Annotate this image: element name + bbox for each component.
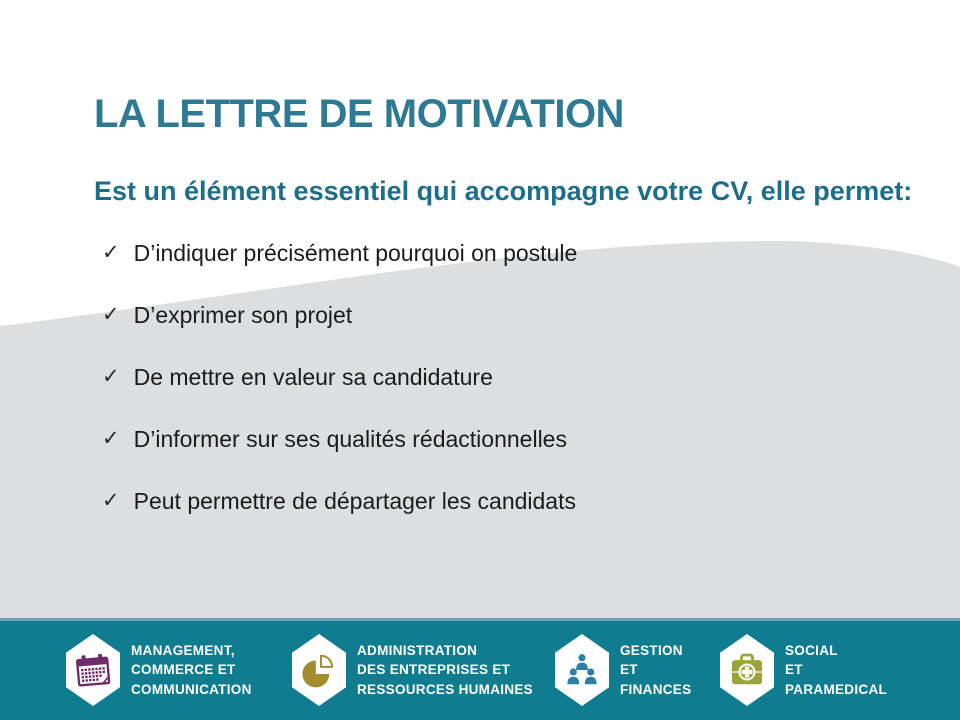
program-tile-social-paramedical (720, 634, 887, 706)
program-label-line: COMMERCE ET (131, 662, 236, 678)
hexagon-badge (555, 634, 609, 706)
check-icon: ✓ (102, 489, 120, 512)
hexagon-badge (292, 634, 346, 706)
program-label (620, 641, 691, 700)
bullet-item (102, 238, 862, 268)
program-label-line: ET (785, 662, 803, 678)
program-label-line: COMMUNICATION (131, 681, 252, 697)
program-label (131, 641, 252, 700)
bullet-text: D’informer sur ses qualités rédactionnelles (133, 426, 567, 452)
bullet-text: De mettre en valeur sa candidature (133, 364, 493, 390)
first-aid-icon (728, 651, 766, 689)
org-people-icon (563, 651, 601, 689)
check-icon: ✓ (102, 303, 120, 326)
bullet-item (102, 300, 862, 330)
slide-title: LA LETTRE DE MOTIVATION (94, 92, 624, 136)
hexagon-badge (720, 634, 774, 706)
bullet-text: D’indiquer précisément pourquoi on postule (133, 240, 578, 266)
program-label (785, 641, 887, 700)
program-label-line: MANAGEMENT, (131, 642, 235, 658)
program-tile-administration-entreprises-rh (292, 634, 533, 706)
bullet-text: D’exprimer son projet (133, 302, 353, 328)
program-tile-gestion-finances (555, 634, 691, 706)
footer-band (0, 621, 960, 720)
bullet-list (102, 238, 862, 548)
calendar-icon (74, 651, 112, 689)
program-label-line: ET (620, 662, 638, 678)
bullet-text: Peut permettre de départager les candidats (133, 488, 576, 514)
program-label-line: FINANCES (620, 681, 692, 697)
program-label-line: ADMINISTRATION (357, 642, 478, 658)
program-label-line: GESTION (620, 642, 683, 658)
pie-chart-icon (300, 651, 338, 689)
check-icon: ✓ (102, 427, 120, 450)
check-icon: ✓ (102, 241, 120, 264)
program-label-line: SOCIAL (785, 642, 838, 658)
check-icon: ✓ (102, 365, 120, 388)
bullet-item (102, 486, 862, 516)
slide-subtitle: Est un élément essentiel qui accompagne votre CV, elle permet: (94, 176, 913, 206)
bullet-item (102, 424, 862, 454)
program-label-line: DES ENTREPRISES ET (357, 662, 511, 678)
hexagon-badge (66, 634, 120, 706)
program-label-line: PARAMEDICAL (785, 681, 888, 697)
program-label (357, 641, 533, 700)
program-tile-management-commerce-communication (66, 634, 252, 706)
bullet-item (102, 362, 862, 392)
program-label-line: RESSOURCES HUMAINES (357, 681, 533, 697)
